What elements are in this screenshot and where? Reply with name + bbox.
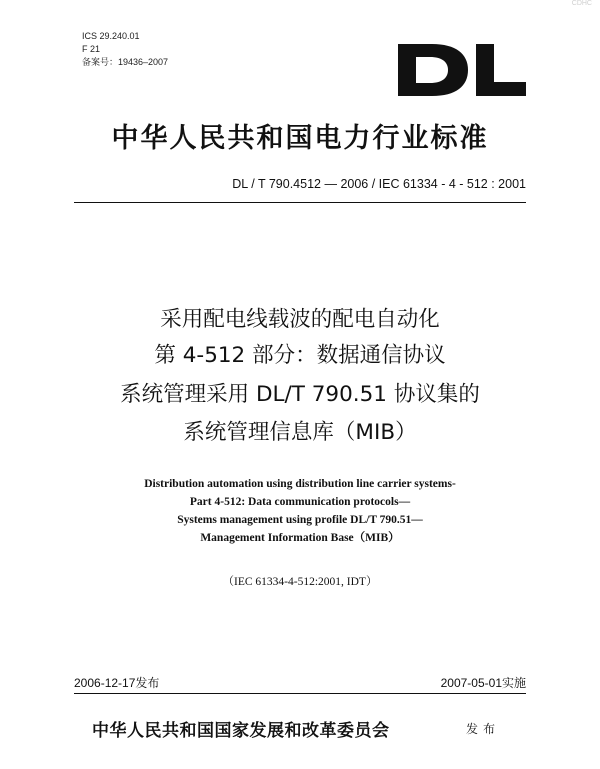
issue-date: 2006-12-17发布	[74, 676, 160, 690]
footer-rule	[74, 693, 526, 694]
title-zh-line-1: 采用配电线载波的配电自动化	[160, 307, 440, 332]
standard-title: 中华人民共和国电力行业标准	[111, 123, 489, 154]
corner-watermark: CDHC	[571, 0, 592, 7]
publish-label: 发布	[466, 722, 501, 736]
title-en-line-3: Systems management using profile DL/T 790.51—	[177, 514, 423, 526]
title-en-line-4: Management Information Base（MIB）	[200, 532, 400, 544]
title-zh-line-4: 系统管理信息库（MIB）	[183, 420, 417, 445]
dl-logo-icon	[398, 44, 526, 96]
ics-code: ICS 29.240.01	[82, 31, 140, 41]
title-en-line-1: Distribution automation using distribution line carrier systems-	[144, 478, 456, 490]
publisher-name: 中华人民共和国国家发展和改革委员会	[92, 721, 390, 741]
record-number: 备案号：19436–2007	[82, 57, 169, 67]
effective-date: 2007-05-01实施	[440, 676, 526, 690]
title-zh-line-2: 第 4-512 部分：数据通信协议	[154, 343, 446, 368]
standard-number: DL / T 790.4512 — 2006 / IEC 61334 - 4 - 512 : 2001	[232, 177, 526, 191]
title-en-line-2: Part 4-512: Data communication protocols—	[189, 496, 411, 508]
title-zh-line-3: 系统管理采用 DL/T 790.51 协议集的	[120, 382, 480, 407]
header-rule	[74, 202, 526, 203]
equivalence-note: （IEC 61334-4-512:2001, IDT）	[222, 576, 378, 588]
classification-code: F 21	[82, 44, 101, 54]
